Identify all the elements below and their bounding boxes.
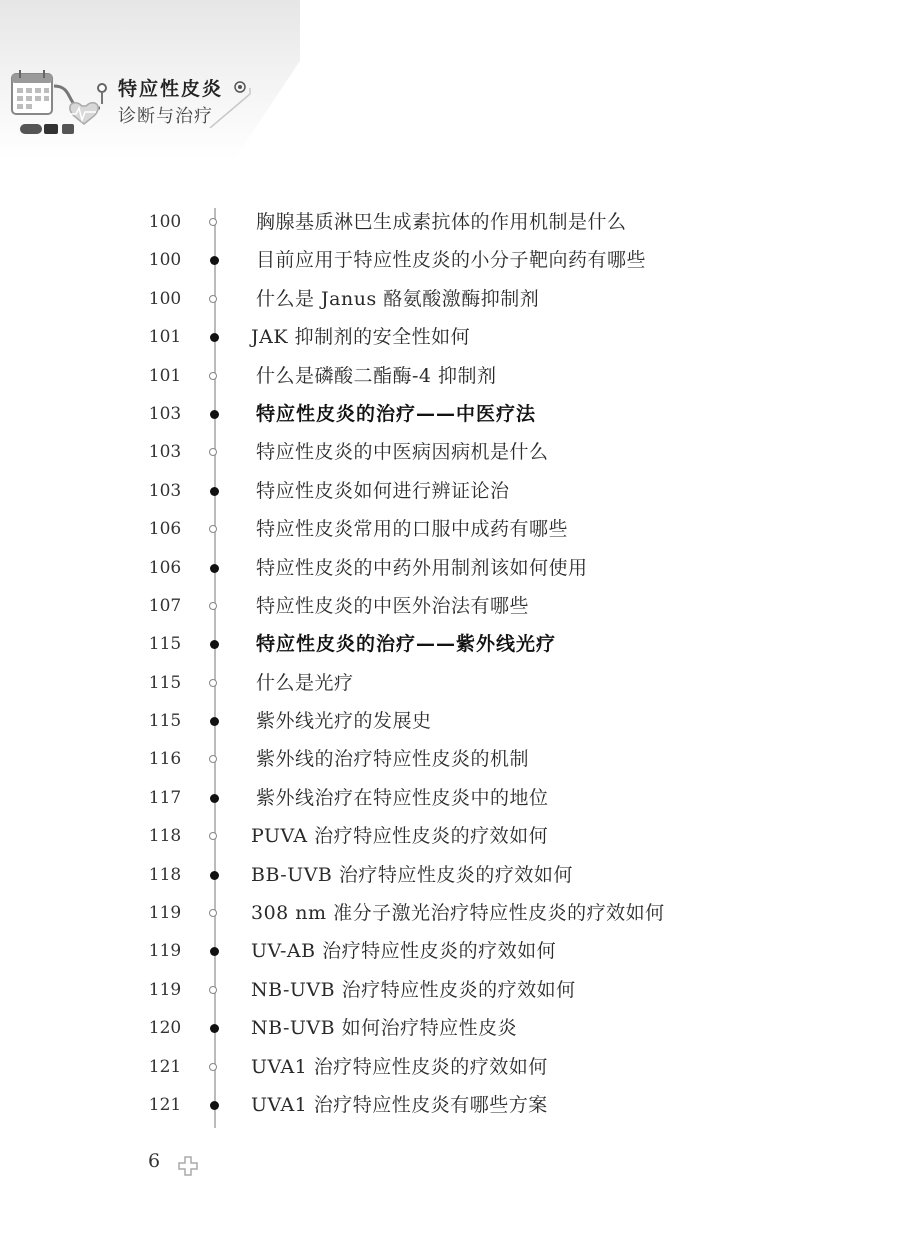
filled-bullet-icon xyxy=(210,794,219,803)
hollow-bullet-icon xyxy=(209,525,217,533)
book-subtitle: 诊断与治疗 xyxy=(118,106,213,127)
toc-page-number: 100 xyxy=(148,212,182,232)
toc-entry-title: NB-UVB 如何治疗特应性皮炎 xyxy=(251,1017,518,1040)
toc-entry[interactable] xyxy=(0,740,900,778)
toc-entry[interactable] xyxy=(0,1048,900,1086)
table-of-contents xyxy=(0,203,900,1124)
toc-entry-title: UVA1 治疗特应性皮炎有哪些方案 xyxy=(251,1093,548,1116)
toc-page-number: 115 xyxy=(148,672,182,693)
hollow-bullet-icon xyxy=(209,755,217,763)
filled-bullet-icon xyxy=(210,410,219,419)
toc-entry-title: 特应性皮炎的治疗——中医疗法 xyxy=(256,402,537,425)
hollow-bullet-icon xyxy=(209,218,217,226)
toc-page-number: 119 xyxy=(148,903,182,924)
filled-bullet-icon xyxy=(210,1024,219,1033)
toc-page-number: 121 xyxy=(148,1094,182,1115)
filled-bullet-icon xyxy=(210,1101,219,1110)
toc-entry-title: 目前应用于特应性皮炎的小分子靶向药有哪些 xyxy=(256,249,647,272)
hollow-bullet-icon xyxy=(209,602,217,610)
hollow-bullet-icon xyxy=(209,372,217,380)
toc-page-number: 118 xyxy=(148,826,182,847)
toc-page-number: 119 xyxy=(148,941,182,962)
toc-page-number: 106 xyxy=(148,557,182,578)
medical-cross-icon xyxy=(178,1156,198,1176)
hollow-bullet-icon xyxy=(209,295,217,303)
hollow-bullet-icon xyxy=(209,679,217,687)
toc-entry-title: 什么是光疗 xyxy=(256,671,354,694)
book-title: 特应性皮炎 xyxy=(118,78,224,100)
toc-entry-title: 特应性皮炎的中药外用制剂该如何使用 xyxy=(256,556,588,579)
toc-page-number: 116 xyxy=(148,749,182,770)
toc-entry-title: 特应性皮炎如何进行辨证论治 xyxy=(256,479,510,502)
toc-entry[interactable] xyxy=(0,318,900,356)
toc-entry[interactable] xyxy=(0,779,900,817)
toc-section-heading[interactable] xyxy=(0,625,900,663)
toc-entry[interactable] xyxy=(0,1009,900,1047)
toc-entry[interactable] xyxy=(0,472,900,510)
hollow-bullet-icon xyxy=(209,832,217,840)
toc-entry[interactable] xyxy=(0,932,900,970)
toc-entry[interactable] xyxy=(0,549,900,587)
toc-entry-title: 紫外线治疗在特应性皮炎中的地位 xyxy=(256,786,549,809)
toc-entry-title: JAK 抑制剂的安全性如何 xyxy=(251,326,471,349)
toc-entry[interactable] xyxy=(0,241,900,279)
hollow-bullet-icon xyxy=(209,909,217,917)
toc-page-number: 117 xyxy=(148,787,182,808)
toc-page-number: 107 xyxy=(148,595,182,616)
toc-page-number: 101 xyxy=(148,327,182,348)
toc-entry-title: 什么是 Janus 酪氨酸激酶抑制剂 xyxy=(256,287,540,310)
toc-page-number: 115 xyxy=(148,634,182,655)
filled-bullet-icon xyxy=(210,333,219,342)
toc-entry-title: UV-AB 治疗特应性皮炎的疗效如何 xyxy=(251,940,557,963)
toc-entry[interactable] xyxy=(0,280,900,318)
toc-entry-title: 紫外线的治疗特应性皮炎的机制 xyxy=(256,748,530,771)
toc-entry[interactable] xyxy=(0,702,900,740)
toc-entry[interactable] xyxy=(0,817,900,855)
toc-entry[interactable] xyxy=(0,1086,900,1124)
toc-page-number: 103 xyxy=(148,403,182,424)
calendar-stethoscope-heart-icon xyxy=(4,68,124,143)
toc-page-number: 118 xyxy=(148,864,182,885)
toc-entry[interactable] xyxy=(0,433,900,471)
running-header xyxy=(0,0,300,180)
toc-page-number: 106 xyxy=(148,519,182,540)
header-divider xyxy=(190,88,260,128)
toc-page-number: 100 xyxy=(148,288,182,309)
toc-page-number: 103 xyxy=(148,480,182,501)
toc-entry[interactable] xyxy=(0,357,900,395)
toc-page-number: 100 xyxy=(148,250,182,271)
toc-entry-title: UVA1 治疗特应性皮炎的疗效如何 xyxy=(251,1055,548,1078)
filled-bullet-icon xyxy=(210,871,219,880)
toc-entry[interactable] xyxy=(0,856,900,894)
toc-page-number: 120 xyxy=(148,1018,182,1039)
toc-entry-title: 特应性皮炎常用的口服中成药有哪些 xyxy=(256,518,569,541)
toc-entry[interactable] xyxy=(0,587,900,625)
toc-section-heading[interactable] xyxy=(0,395,900,433)
hollow-bullet-icon xyxy=(209,1063,217,1071)
toc-page-number: 119 xyxy=(148,979,182,1000)
page-number: 6 xyxy=(148,1150,161,1172)
toc-entry-title: 什么是磷酸二酯酶-4 抑制剂 xyxy=(256,364,497,387)
filled-bullet-icon xyxy=(210,947,219,956)
toc-entry-title: 紫外线光疗的发展史 xyxy=(256,710,432,733)
filled-bullet-icon xyxy=(210,564,219,573)
filled-bullet-icon xyxy=(210,256,219,265)
toc-entry-title: 特应性皮炎的中医病因病机是什么 xyxy=(256,441,549,464)
filled-bullet-icon xyxy=(210,487,219,496)
toc-entry[interactable] xyxy=(0,894,900,932)
toc-entry-title: 特应性皮炎的中医外治法有哪些 xyxy=(256,594,530,617)
toc-entry-title: PUVA 治疗特应性皮炎的疗效如何 xyxy=(251,825,549,848)
toc-entry[interactable] xyxy=(0,203,900,241)
toc-page-number: 101 xyxy=(148,365,182,386)
toc-entry[interactable] xyxy=(0,971,900,1009)
toc-entry-title: NB-UVB 治疗特应性皮炎的疗效如何 xyxy=(251,978,576,1001)
toc-page-number: 115 xyxy=(148,711,182,732)
toc-entry-title: 特应性皮炎的治疗——紫外线光疗 xyxy=(256,633,557,656)
toc-entry-title: 308 nm 准分子激光治疗特应性皮炎的疗效如何 xyxy=(251,902,665,925)
filled-bullet-icon xyxy=(210,640,219,649)
toc-entry-title: BB-UVB 治疗特应性皮炎的疗效如何 xyxy=(251,863,573,886)
hollow-bullet-icon xyxy=(209,448,217,456)
toc-page-number: 121 xyxy=(148,1056,182,1077)
toc-entry-title: 胸腺基质淋巴生成素抗体的作用机制是什么 xyxy=(256,211,627,233)
filled-bullet-icon xyxy=(210,717,219,726)
toc-entry[interactable] xyxy=(0,510,900,548)
hollow-bullet-icon xyxy=(209,986,217,994)
toc-entry[interactable] xyxy=(0,664,900,702)
toc-page-number: 103 xyxy=(148,442,182,463)
